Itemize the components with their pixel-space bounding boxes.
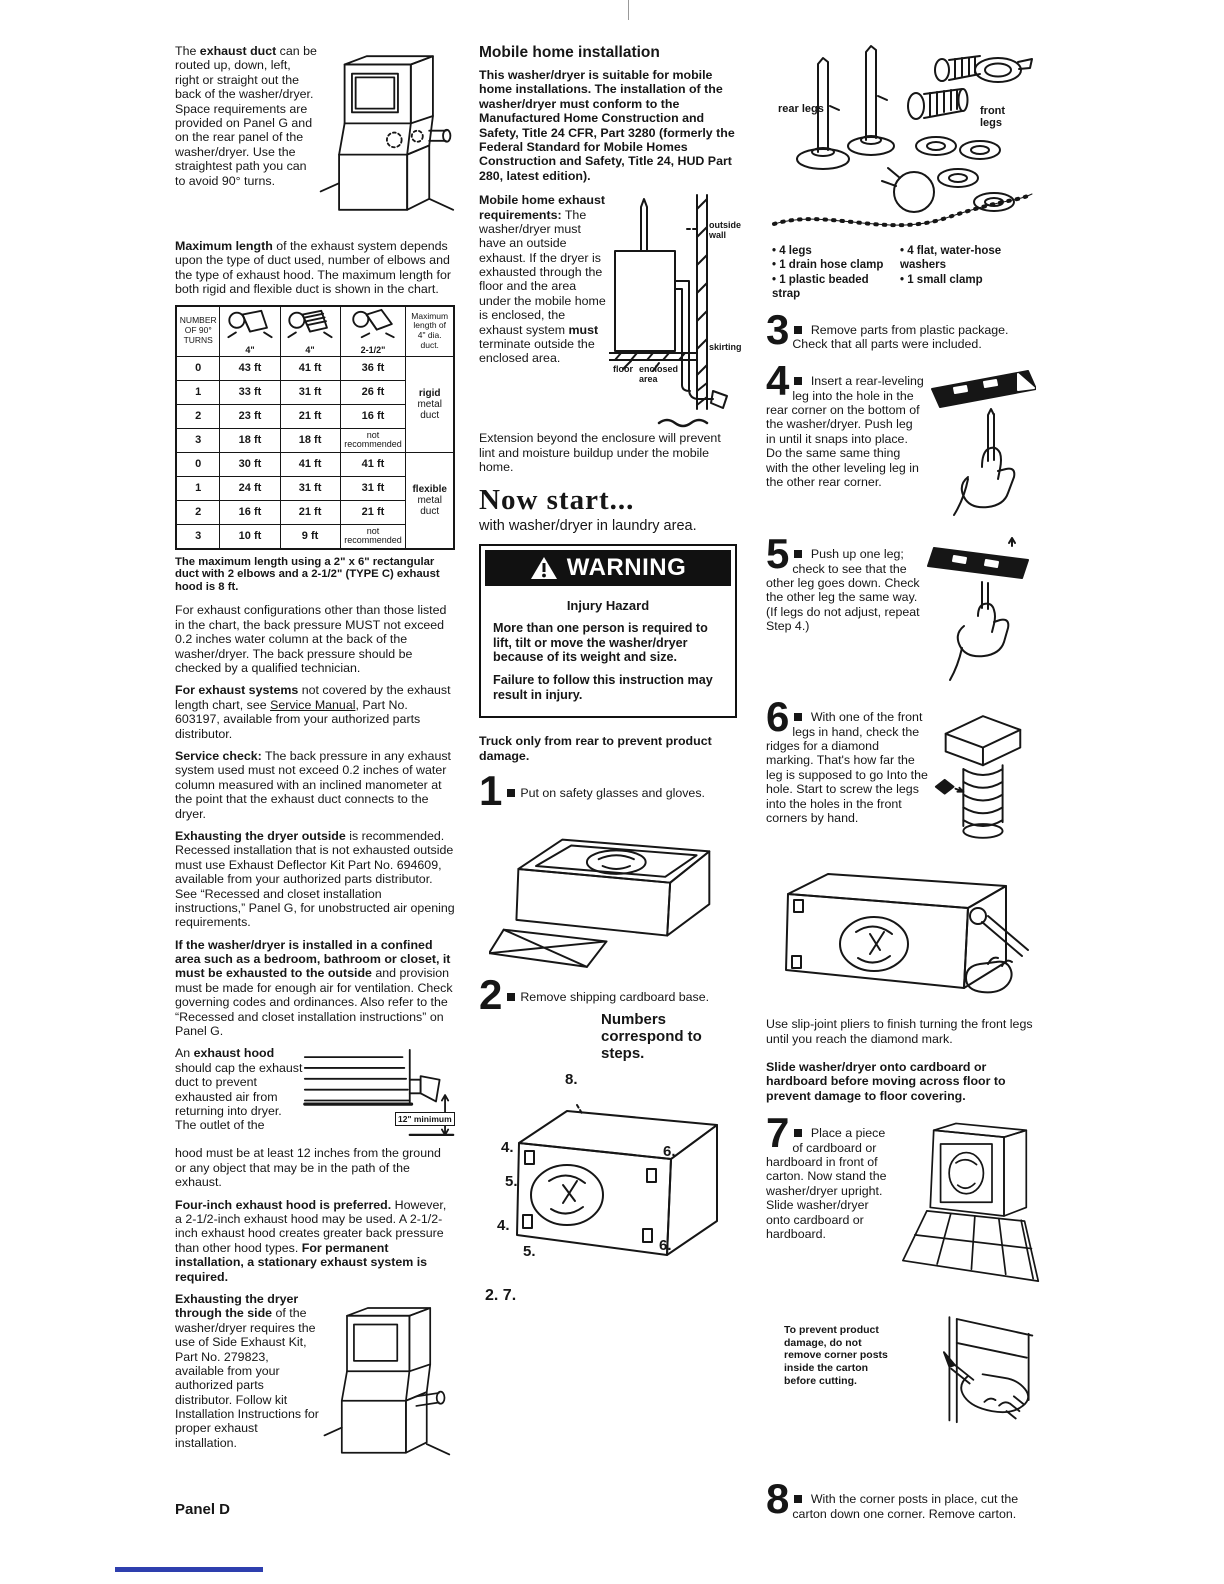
louvered-hood-4in-icon xyxy=(284,308,336,340)
header-hood-c xyxy=(340,306,406,357)
step-6-section xyxy=(766,693,1040,856)
step-number: 7 xyxy=(766,1109,788,1157)
stacked-washer-dryer-drawing xyxy=(317,44,455,234)
enclosed-area-label: enclosed area xyxy=(639,364,679,384)
pliers-on-carton-drawing xyxy=(766,862,1034,1012)
step-text: Remove parts from plastic package. Check that all parts were included. xyxy=(792,322,1009,351)
mobile-home-intro: This washer/dryer is suitable for mobile home installations. The installation of the washer/dryer must conform to the Manufactured Home Construction and Safety, Title 24 CFR, Part 3280 (formerly the Federal Standard for Mobile Homes Construction and Safety, Title 24, HUD Part 280, latest edition). xyxy=(479,68,735,183)
back-pressure-paragraph: For exhaust configurations other than those listed in the chart, the back pressure MUST not exceed 0.2 inches water column at the back of the washer/dryer. The back pressure should be checked by a qualified technician. xyxy=(175,603,447,676)
step-8 xyxy=(766,1475,1040,1523)
header-turns xyxy=(176,306,220,357)
step-number: 6 xyxy=(766,693,788,741)
step-text: Put on safety glasses and gloves. xyxy=(520,786,705,801)
parts-item: • 4 flat, water-hose washers xyxy=(900,245,1002,272)
square-bullet xyxy=(794,550,802,558)
outside-wall-label: outside wall xyxy=(709,220,742,240)
step-3 xyxy=(766,305,1040,353)
parts-item: • 1 drain hose clamp xyxy=(772,259,884,272)
push-leg-illustration xyxy=(924,536,1036,689)
table-row: 2 16 ft 21 ft 21 ft xyxy=(176,500,454,524)
rear-legs-label: rear legs xyxy=(778,103,824,115)
numbers-note: Numbers correspond to steps. xyxy=(601,1011,702,1062)
parts-list-left xyxy=(772,244,900,302)
table-header-row xyxy=(176,306,454,357)
callout-number: 4. xyxy=(501,1138,514,1156)
square-bullet xyxy=(507,789,515,797)
header-hood-b xyxy=(280,306,340,357)
table-row: 3 10 ft 9 ft not recommended xyxy=(176,524,454,549)
exhaust-systems-paragraph: For exhaust systems not covered by the exhaust length chart, see Service Manual, Part No. 603197, available from your authorized parts distributor. xyxy=(175,683,451,741)
now-start-subtitle: with washer/dryer in laundry area. xyxy=(479,518,697,535)
service-check-paragraph: Service check: The back pressure in any exhaust system used must not exceed 0.2 inches of water column measured with an inclined manometer at the point that the exhaust duct connects to the dryer. xyxy=(175,749,451,821)
side-exhaust-paragraph: Exhausting the dryer through the side of the washer/dryer requires the use of Side Exhaust Kit, Part No. 279823, available from your authorized parts distributor. Follow kit Installation Instructions for proper exhaust installation. xyxy=(175,1291,319,1450)
step-text: Remove shipping cardboard base. xyxy=(520,989,710,1004)
carton-and-ramp-drawing xyxy=(896,1115,1040,1305)
step-4 xyxy=(766,357,924,518)
carton-on-side-illustration xyxy=(489,808,737,976)
square-bullet xyxy=(794,326,802,334)
minimum-height-label: 12" minimum xyxy=(395,1112,455,1126)
confined-area-paragraph: If the washer/dryer is installed in a confined area such as a bedroom, bathroom or closet, it must be exhausted to the outside and provision must be made for enough air for ventilation. Check governing codes and ordinances. Also refer to the “Recessed and closet installation instructions” on Panel G. xyxy=(175,937,453,1039)
exhaust-outside-paragraph: Exhausting the dryer outside is recommended. Recessed installation that is not exhausted outside must use Exhaust Deflector Kit Part No. 694609, available from your authorized parts distributor. See “Recessed and closet installation instructions,” Panel G, for unobstructed air opening requirements. xyxy=(175,828,455,930)
step-1 xyxy=(479,767,737,815)
front-leg-illustration xyxy=(928,699,1034,856)
step-text: Insert a rear-leveling leg into the hole in the rear corner on the bottom of the washer/dryer. Push leg in until it snaps into place. Do the same same thing with the other leveling leg in the other rear corner. xyxy=(766,374,924,490)
cardboard-ramp-illustration xyxy=(896,1115,1040,1310)
warning-subtitle: Injury Hazard xyxy=(566,598,650,614)
stacked-washer-dryer-illustration xyxy=(317,44,455,239)
front-legs-label: front legs xyxy=(980,105,1006,129)
header-text: Maximum length of 4" dia. duct. xyxy=(411,310,449,350)
right-column xyxy=(766,44,1040,1529)
square-bullet xyxy=(794,377,802,385)
step-number: 4 xyxy=(766,357,788,405)
hood-label: 4" xyxy=(305,344,315,355)
parts-list-right xyxy=(900,244,1030,302)
step-text: With the corner posts in place, cut the carton down one corner. Remove carton. xyxy=(792,1492,1019,1521)
panel-label: Panel D xyxy=(175,1501,231,1518)
slide-note: Slide washer/dryer onto cardboard or hardboard before moving across floor to prevent damage to floor covering. xyxy=(766,1060,1006,1103)
parts-item: • 4 legs xyxy=(772,245,812,257)
hood-4in-icon xyxy=(224,308,276,340)
callout-number: 6. xyxy=(659,1236,672,1254)
service-manual-reference: Service Manual xyxy=(270,697,356,712)
header-hood-a xyxy=(220,306,280,357)
step-number: 8 xyxy=(766,1475,788,1523)
callout-number: 5. xyxy=(505,1172,518,1190)
callout-number: 6. xyxy=(663,1142,676,1160)
step-text: With one of the front legs in hand, check the ridges for a diamond marking. That's how far the leg is supposed to go Into the hole. Start to screw the legs into the holes in the front corners by hand. xyxy=(766,710,928,826)
skirting-label: skirting xyxy=(709,342,742,353)
square-bullet xyxy=(794,1129,802,1137)
parts-lists xyxy=(772,244,1040,302)
table-row: 3 18 ft 18 ft not recommended xyxy=(176,428,454,452)
step-5-section xyxy=(766,530,1040,689)
parts-illustration xyxy=(766,44,1038,240)
callout-number: 8. xyxy=(565,1070,578,1088)
flexible-duct-label: flexible metal duct xyxy=(406,452,454,549)
header-max-length xyxy=(406,306,454,357)
hood-2-5in-icon xyxy=(347,308,399,340)
exhaust-hood-paragraph: An exhaust hood should cap the exhaust duct to prevent exhausted air from returning into dryer. The outlet of the xyxy=(175,1046,303,1133)
text: of the exhaust system depends upon the type of duct used, number of elbows and the type of exhaust hood. The maximum length for both rigid and flexible duct is shown in the chart. xyxy=(175,239,451,297)
table-row: 1 33 ft 31 ft 26 ft xyxy=(176,380,454,404)
insert-leg-illustration xyxy=(924,363,1036,526)
callout-number: 4. xyxy=(497,1216,510,1234)
bold-text: Maximum length xyxy=(175,239,273,253)
hand-inserting-leg-drawing xyxy=(924,363,1036,521)
carton-on-side-drawing xyxy=(489,810,724,972)
callout-number: 5. xyxy=(523,1242,536,1260)
hand-cutting-carton-drawing xyxy=(896,1310,1036,1468)
exhaust-duct-section xyxy=(175,44,455,239)
side-exhaust-drawing xyxy=(321,1292,451,1480)
parts-item: • 1 small clamp xyxy=(900,273,983,286)
middle-column xyxy=(479,44,742,1305)
corner-posts-section xyxy=(766,1310,1040,1473)
truck-note: Truck only from rear to prevent product damage. xyxy=(479,734,712,763)
wall-hood-drawing xyxy=(303,1046,455,1146)
front-leg-diamond-drawing xyxy=(928,699,1034,851)
warning-header xyxy=(485,550,731,586)
pliers-note: Use slip-joint pliers to finish turning the front legs until you reach the diamond mark. xyxy=(766,1017,1033,1046)
mobile-exhaust-paragraph: Mobile home exhaust requirements: The washer/dryer must have an outside exhaust. If the dryer is exhausted through the floor and the area under the mobile home is enclosed, the exhaust system must terminate outside the enclosed area. xyxy=(479,193,606,366)
maximum-length-paragraph xyxy=(175,239,455,297)
floor-label: floor xyxy=(613,364,633,375)
mobile-home-illustration xyxy=(609,193,742,431)
mobile-home-heading: Mobile home installation xyxy=(479,44,660,61)
bold-text: exhaust duct xyxy=(199,44,277,58)
text: can be routed up, down, left, right or straight out the back of the washer/dryer. Space requirements are provided on Panel G and on the rear panel of the washer/dryer. Use the straightest path you can to avoid 90° turns. xyxy=(175,44,317,188)
parts-item: • 1 plastic beaded strap xyxy=(772,273,869,301)
table-row: 1 24 ft 31 ft 31 ft xyxy=(176,476,454,500)
footer-bar xyxy=(115,1567,263,1572)
step-7 xyxy=(766,1109,896,1302)
exhaust-hood-paragraph-cont: hood must be at least 12 inches from the ground or any object that may be in the path of the exhaust. xyxy=(175,1146,441,1190)
step-text: Push up one leg; check to see that the other leg goes down. Check the other leg the same way. (If legs do not adjust, repeat Step 4.) xyxy=(766,547,920,634)
step-2 xyxy=(479,970,737,1018)
callout-caption: 2. 7. xyxy=(485,1286,517,1304)
table-row: 0 43 ft 41 ft 36 ft rigid metal duct xyxy=(176,356,454,380)
exhaust-length-table xyxy=(175,305,455,550)
header-text: NUMBER OF 90° TURNS xyxy=(179,315,217,345)
numbered-carton-illustration xyxy=(479,1070,729,1285)
warning-line: More than one person is required to lift, tilt or move the washer/dryer because of its weight and size. xyxy=(493,621,708,665)
step-4-section xyxy=(766,357,1040,526)
square-bullet xyxy=(794,713,802,721)
scan-fold-line xyxy=(628,0,629,20)
table-row: 2 23 ft 21 ft 16 ft xyxy=(176,404,454,428)
exhaust-duct-paragraph xyxy=(175,44,317,231)
text: The xyxy=(175,44,200,58)
step-number: 5 xyxy=(766,530,788,578)
hood-label: 4" xyxy=(245,344,255,355)
square-bullet xyxy=(507,993,515,1001)
step-5 xyxy=(766,530,924,681)
side-exhaust-illustration xyxy=(321,1292,451,1485)
rigid-duct-label: rigid metal duct xyxy=(406,356,454,452)
table-row: 0 30 ft 41 ft 41 ft flexible metal duct xyxy=(176,452,454,476)
step-text: Place a piece of cardboard or hardboard in front of carton. Now stand the washer/dryer upright. Slide washer/dryer onto cardboard or hardboard. xyxy=(766,1126,887,1241)
warning-triangle-icon xyxy=(530,556,558,581)
hand-pushing-leg-drawing xyxy=(924,536,1036,684)
now-start-heading: Now start... xyxy=(479,484,635,517)
corner-posts-note: To prevent product damage, do not remove corner posts inside the carton before cutting. xyxy=(784,1324,888,1387)
left-column xyxy=(175,44,455,1485)
side-exhaust-section xyxy=(175,1292,455,1485)
parts-drawing xyxy=(766,44,1038,240)
warning-title: WARNING xyxy=(566,554,687,582)
warning-body xyxy=(481,590,735,716)
table-footnote: The maximum length using a 2" x 6" rectangular duct with 2 elbows and a 2-1/2" (TYPE C) exhaust hood is 8 ft. xyxy=(175,555,440,593)
step-number: 2 xyxy=(479,970,501,1018)
mobile-exhaust-paragraph-cont: Extension beyond the enclosure will prevent lint and moisture buildup under the mobile home. xyxy=(479,431,721,474)
step-number: 1 xyxy=(479,767,501,815)
four-inch-hood-paragraph: Four-inch exhaust hood is preferred. However, a 2-1/2-inch exhaust hood may be used. A 2-1/2-inch exhaust hood creates greater back pressure than other hood types. For permanent installation, a stationary exhaust system is required. xyxy=(175,1197,447,1284)
mobile-exhaust-section xyxy=(479,193,742,431)
hood-label: 2-1/2" xyxy=(360,344,386,355)
square-bullet xyxy=(794,1495,802,1503)
pliers-illustration xyxy=(766,862,1040,1017)
exhaust-hood-section xyxy=(175,1046,455,1146)
warning-line: Failure to follow this instruction may result in injury. xyxy=(493,673,713,702)
cut-carton-illustration xyxy=(896,1310,1036,1473)
step-6 xyxy=(766,693,928,848)
warning-box xyxy=(479,544,737,718)
step-7-section xyxy=(766,1109,1040,1310)
exhaust-hood-illustration xyxy=(303,1046,455,1146)
step-number: 3 xyxy=(766,305,788,353)
